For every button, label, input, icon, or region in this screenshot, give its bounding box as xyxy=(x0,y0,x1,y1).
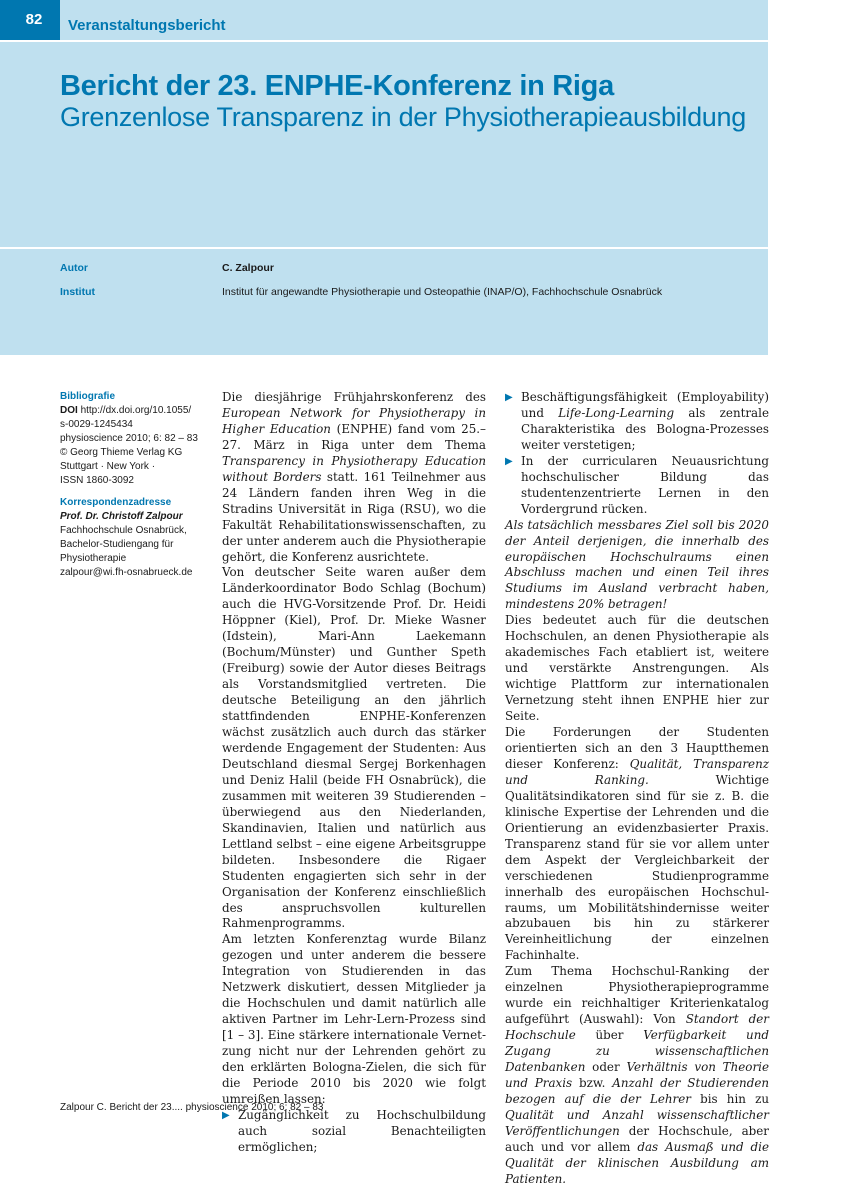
author-name: C. Zalpour xyxy=(222,262,274,274)
paragraph-7: Zum Thema Hochschul-Ranking der einzelnen Physiotherapieprogramme wurde ein reichhaltiger Kriterienkatalog aufgeführt (Auswahl): Von Standort der Hochschule über Verfügbarkeit und Zugang zu wissenschaftlichen Datenbanken oder Verhältnis von Theorie und Praxis bzw. Anzahl der Studierenden bezogen auf die der Lehrer bis hin zu Qualität und Anzahl wissenschaftlicher Veröffentlichungen der Hochschule, aber auch und vor allem das Ausmaß und die Qualität der klinischen Ausbildung am Patienten. xyxy=(505,964,770,1186)
bullet-item-1: ▶ Zugänglichkeit zu Hochschulbildung auch sozial Benachteiligten ermöglichen; xyxy=(222,1107,486,1154)
bullet-triangle-icon: ▶ xyxy=(505,392,513,403)
correspondence-heading: Korrespondenzadresse xyxy=(60,497,172,508)
doi-line xyxy=(60,404,210,418)
correspondence-line-2: Bachelor-Studiengang für xyxy=(60,539,174,550)
issn: ISSN 1860-3092 xyxy=(60,475,134,486)
sidebar xyxy=(60,390,210,580)
institute-name: Institut für angewandte Physiotherapie und Osteopathie (INAP/O), Fachhochschule Osnabrück xyxy=(222,286,663,298)
paragraph-2: Von deutscher Seite waren außer dem Länderkoordinator Bodo Schlag (Bochum) auch die HVG-Vorsitzende Prof. Dr. Heidi Höppner (Kiel), Prof. Dr. Mieke Wasner (Idstein), Mari-Ann Laekemann (Bochum/Münster) und Gunther Speth (Freiburg) sowie der Autor dieses Beitrags als Vorstandsmitglied vertreten. Die deutsche Beteiligung an den jährlich stattfindenden ENPHE-Konferenzen wächst zusätzlich auch durch das stärker werdende Engagement der Studenten: Aus Deutschland diesmal Sergej Borkenhagen und Deniz Halil (beide FH Osnabrück), die zusammen mit weiteren 39 Studierenden – überwiegend aus den Niederlanden, Skandinavien, Italien und natürlich aus Lettland selbst – eine eigene Arbeitsgruppe bildeten. Insbesondere die Rigaer Studenten engagierten sich sehr in der Organisation der Konferenz einschließlich des anspruchsvollen kulturellen Rahmenprogramms. xyxy=(222,565,486,931)
paragraph-4: Als tatsächlich messbares Ziel soll bis 2020 der Anteil derjenigen, die innerhalb des europäischen Hochschulraums einen Abschluss machen und einen Teil ihres Studiums im Ausland verbracht haben, mindestens 20% betragen! xyxy=(505,517,769,612)
doi-line-2: s-0029-1245434 xyxy=(60,419,133,430)
publisher-place: Stuttgart · New York · xyxy=(60,461,156,472)
page-number: 82 xyxy=(0,0,60,40)
author-box xyxy=(0,249,768,355)
section-title: Veranstaltungsbericht xyxy=(68,17,226,34)
article-subtitle: Grenzenlose Transparenz in der Physiotherapieausbildung xyxy=(60,102,746,132)
paragraph-1: Die diesjährige Frühjahrskonferenz des European Network for Physiotherapy in Higher Education (ENPHE) fand vom 25.–27. März in Riga unter dem Thema Transparency in Physiotherapy Education without Borders statt. 161 Teilnehmer aus 24 Ländern fanden ihren Weg in die Stradins Universität in Riga (RSU), wo die Fakultät Rehabilitationswissenschaften, zu der unter anderem auch die Physiotherapie gehört, die Konferenz ausrichtete. xyxy=(222,390,486,564)
body-column-1 xyxy=(222,390,486,1156)
correspondence-email[interactable]: zalpour@wi.fh-osnabrueck.de xyxy=(60,567,193,578)
article-title: Bericht der 23. ENPHE-Konferenz in Riga xyxy=(60,70,614,102)
paragraph-3: Am letzten Konferenztag wurde Bilanz gezogen und unter anderem die bessere Integration von Studierenden in das Netzwerk diskutiert, dessen Mitglieder ja die Hochschulen und damit natürlich alle aktiven Partner im Lehr-Lern-Prozess sind [1 – 3]. Eine stärkere internationale Vernetzung nicht nur der Lehrenden gehört zu den erklärten Bologna-Zielen, die sich für die Periode 2010 bis 2020 wie folgt umreißen lassen: xyxy=(222,932,486,1106)
paragraph-6: Die Forderungen der Studenten orientierten sich an den 3 Hauptthemen dieser Konferenz: Qualität, Transparenz und Ranking. Wichtige Qualitätsindikatoren sind für sie z. B. die klinische Expertise der Lehrenden und die Orientierung an evidenzbasierter Praxis. Transparenz stand für sie vor allem unter dem Aspekt der Vergleichbarkeit der verschiedenen Studienprogramme innerhalb des europäischen Hochschulraums, um Mobilitätshindernisse weiter abzubauen bis hin zu stärkerer Vereinheitlichung der einzelnen Fachinhalte. xyxy=(505,725,769,963)
correspondence-line-3: Physiotherapie xyxy=(60,553,127,564)
bullet-item-2: ▶ Beschäftigungsfähigkeit (Employability) und Life-Long-Learning als zentrale Charakteristika des Bologna-Prozesses weiter verstetigen; xyxy=(505,390,769,452)
bibliography-heading: Bibliografie xyxy=(60,391,116,402)
body-column-2 xyxy=(505,390,769,1188)
paragraph-5: Dies bedeutet auch für die deutschen Hochschulen, an denen Physiotherapie als akademisches Fach etabliert ist, weitere und verstärkte Anstrengungen. Als wichtige Plattform zur internationalen Vernetzung steht ihnen ENPHE hier zur Seite. xyxy=(505,613,769,724)
bullet-triangle-icon: ▶ xyxy=(222,1109,230,1121)
correspondence-line-1: Fachhochschule Osnabrück, xyxy=(60,525,187,536)
correspondence-name: Prof. Dr. Christoff Zalpour xyxy=(60,511,183,522)
doi-link[interactable]: http://dx.doi.org/10.1055/ xyxy=(80,405,192,416)
bullet-item-3: ▶ In der curricularen Neuausrichtung hochschulischer Bildung das studentenzentrierte Lernen in den Vordergrund rücken. xyxy=(505,453,769,516)
journal-info: physioscience 2010; 6: 82 – 83 xyxy=(60,433,198,444)
page-footer: Zalpour C. Bericht der 23.... physioscience 2010; 6: 82 – 83 xyxy=(60,1102,324,1113)
author-label: Autor xyxy=(60,262,88,274)
bullet-triangle-icon: ▶ xyxy=(505,455,513,467)
institute-label: Institut xyxy=(60,286,95,298)
publisher: © Georg Thieme Verlag KG xyxy=(60,447,183,458)
doi-label: DOI xyxy=(60,405,78,416)
